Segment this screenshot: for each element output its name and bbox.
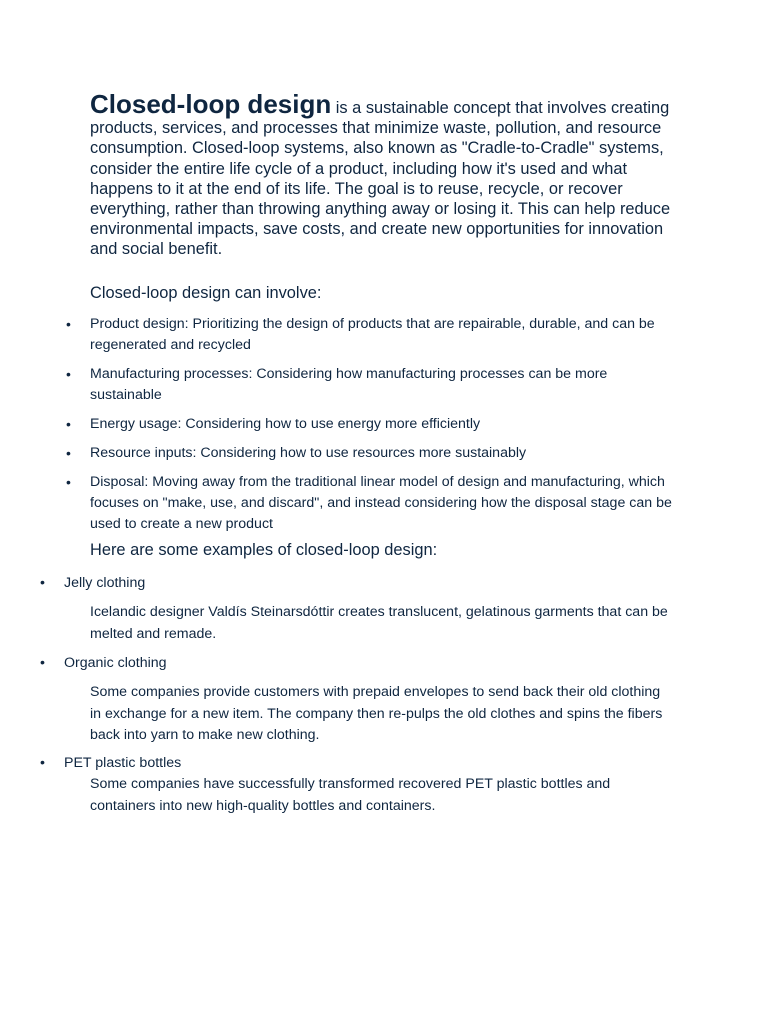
example-description: Icelandic designer Valdís Steinarsdóttir creates translucent, gelatinous garments that can be melted and remade.	[90, 604, 668, 642]
example-description: Some companies have successfully transformed recovered PET plastic bottles and containers into new high-quality bottles and containers.	[90, 776, 611, 814]
bullet-icon: •	[40, 575, 45, 591]
list-item: • Product design: Prioritizing the design of products that are repairable, durable, and can be regenerated and recycled	[66, 316, 655, 353]
bullet-icon: •	[40, 755, 45, 771]
examples-heading: Here are some examples of closed-loop design:	[90, 541, 438, 559]
intro-paragraph	[90, 89, 682, 260]
example-description: Some companies provide customers with prepaid envelopes to send back their old clothing in exchange for a new item. The company then re-pulps the old clothes and spins the fibers back into yarn to make new clothing.	[90, 684, 663, 743]
bullet-icon: •	[66, 366, 71, 382]
bullet-icon: •	[66, 416, 71, 432]
list-item: • Disposal: Moving away from the traditional linear model of design and manufacturing, which focuses on "make, use, and discard", and instead considering how the disposal stage can be used to create a new product	[66, 474, 672, 532]
example-title: • Organic clothing	[40, 655, 167, 671]
intro-term: Closed-loop design	[90, 89, 332, 119]
involve-heading: Closed-loop design can involve:	[90, 284, 322, 302]
bullet-icon: •	[66, 474, 71, 490]
example-item-jelly-clothing	[40, 573, 684, 645]
example-item-organic-clothing	[40, 653, 684, 747]
bullet-icon: •	[40, 655, 45, 671]
involve-list	[66, 314, 682, 543]
bullet-icon: •	[66, 445, 71, 461]
example-title: • PET plastic bottles	[40, 755, 182, 771]
list-item: • Resource inputs: Considering how to use resources more sustainably	[90, 443, 682, 464]
example-item-pet-plastic-bottles	[40, 753, 684, 817]
example-title: • Jelly clothing	[40, 575, 146, 591]
intro-text: is a sustainable concept that involves creating products, services, and processes that minimize waste, pollution, and resource consumption. Closed-loop systems, also known as "Cradle-to-Cradle" systems, consider the entire life cycle of a product, including how it's used and what happens to it at the end of its life. The goal is to reuse, recycle, or recover everything, rather than throwing anything away or losing it. This can help reduce environmental impacts, save costs, and create new opportunities for innovation and social benefit.	[90, 99, 671, 259]
bullet-icon: •	[66, 316, 71, 332]
list-item: • Energy usage: Considering how to use energy more efficiently	[90, 414, 682, 435]
list-item: • Manufacturing processes: Considering how manufacturing processes can be more sustainable	[66, 366, 608, 403]
